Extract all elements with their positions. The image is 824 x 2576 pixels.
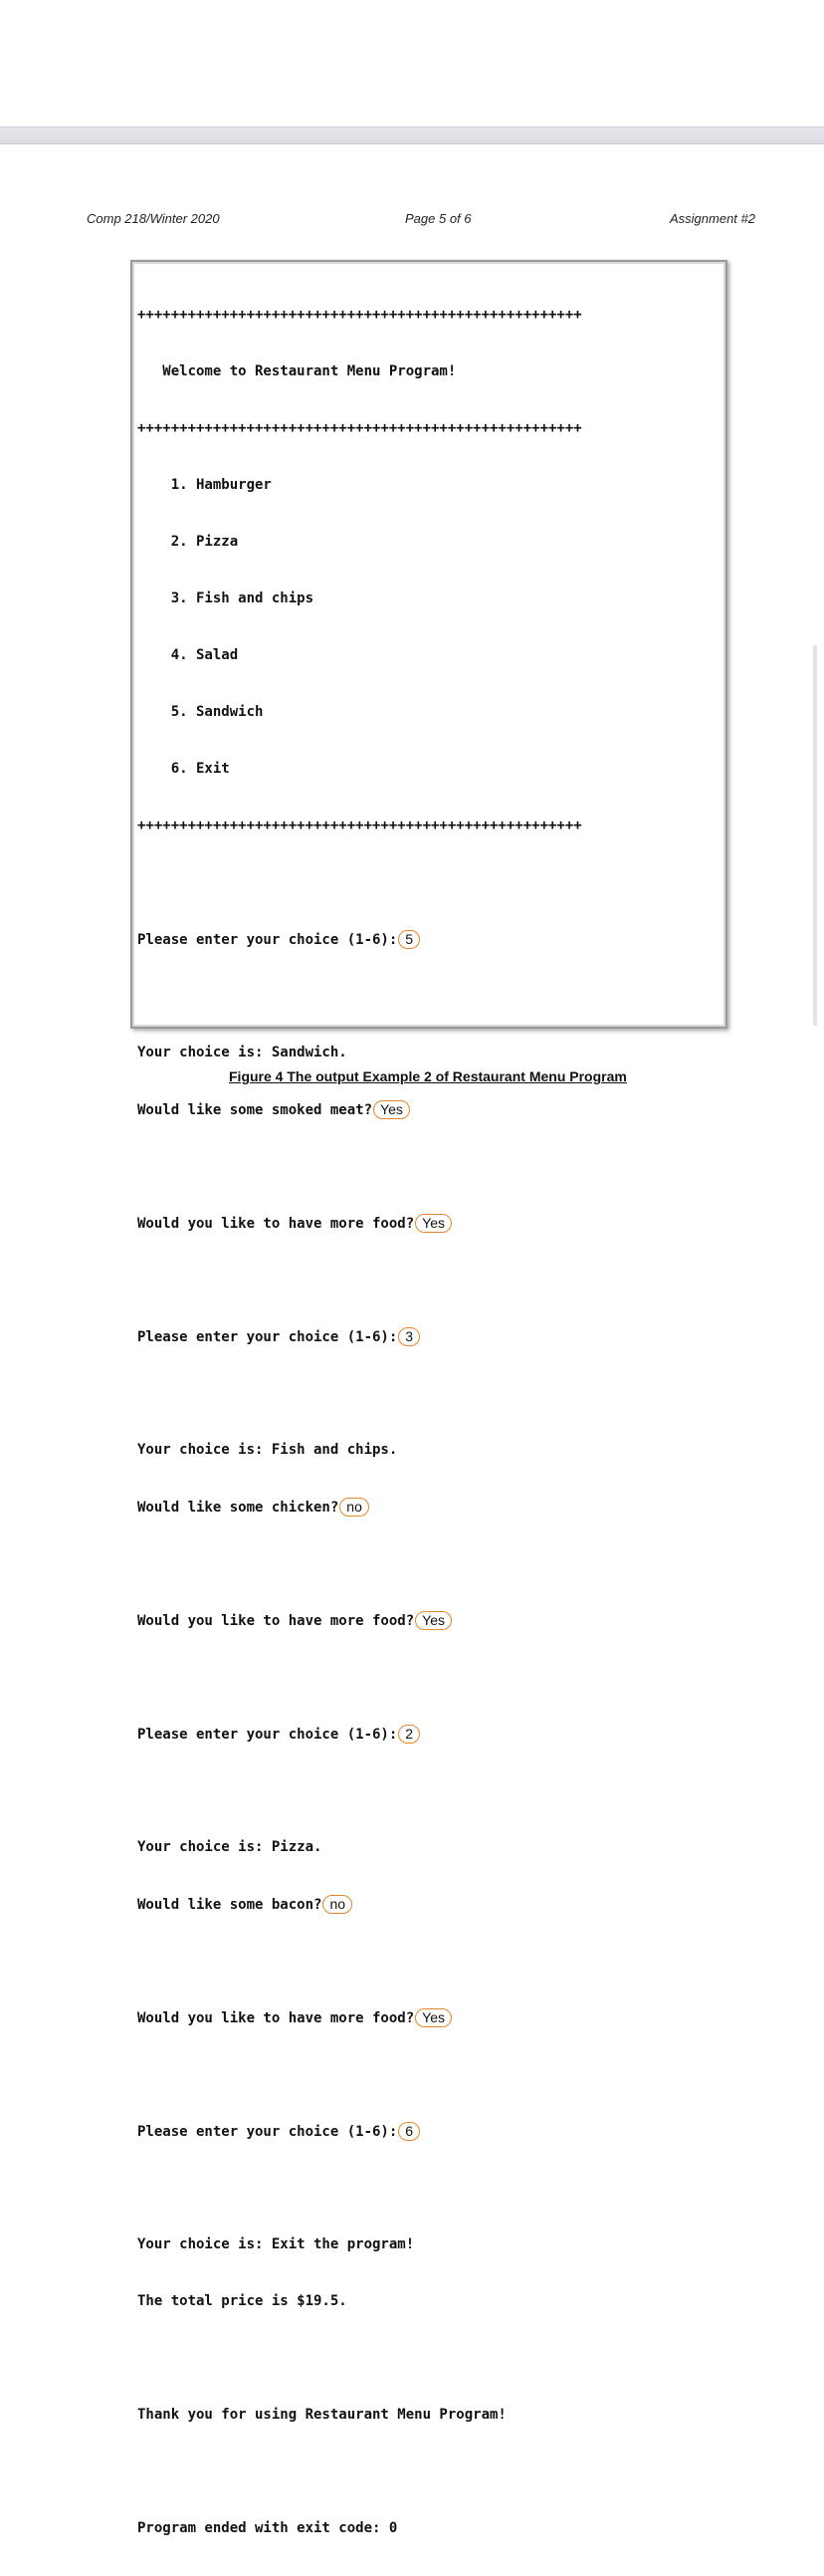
- result-line: Your choice is: Sandwich.: [137, 1045, 347, 1060]
- choice-prompt-line: Please enter your choice (1-6): 5: [137, 930, 582, 949]
- terminal-text: [137, 268, 582, 2576]
- circled-input: 2: [398, 1725, 420, 1744]
- result-line: Your choice is: Exit the program!: [137, 2236, 415, 2252]
- viewer-top-bar: [0, 126, 824, 144]
- question-line: Would like some bacon? no: [137, 1895, 582, 1914]
- exit-code-line: Program ended with exit code: 0: [137, 2520, 398, 2536]
- circled-input: no: [322, 1895, 352, 1914]
- menu-item: 1. Hamburger: [137, 477, 272, 493]
- scrollbar[interactable]: [813, 645, 817, 1026]
- more-food-line: Would you like to have more food? Yes: [137, 1611, 582, 1630]
- separator-line: +++++++++++++++++++++++++++++++++++++++++++++++++++++: [137, 420, 582, 436]
- menu-item: 6. Exit: [137, 761, 230, 777]
- menu-item: 4. Salad: [137, 647, 239, 663]
- question-line: Would like some chicken? no: [137, 1498, 582, 1517]
- total-price-line: The total price is $19.5.: [137, 2293, 347, 2309]
- menu-item: 2. Pizza: [137, 534, 239, 550]
- welcome-line: Welcome to Restaurant Menu Program!: [137, 363, 457, 379]
- circled-input: no: [339, 1498, 369, 1517]
- separator-line: +++++++++++++++++++++++++++++++++++++++++++++++++++++: [137, 307, 582, 323]
- figure-caption: Figure 4 The output Example 2 of Restaurant Menu Program: [229, 1068, 627, 1084]
- circled-input: Yes: [415, 2008, 452, 2027]
- header-course: Comp 218/Winter 2020: [87, 211, 220, 226]
- more-food-line: Would you like to have more food? Yes: [137, 1214, 582, 1233]
- header-page: Page 5 of 6: [405, 211, 472, 226]
- more-food-line: Would you like to have more food? Yes: [137, 2008, 582, 2027]
- thanks-line: Thank you for using Restaurant Menu Program!: [137, 2407, 507, 2423]
- result-line: Your choice is: Fish and chips.: [137, 1442, 398, 1458]
- choice-prompt-line: Please enter your choice (1-6): 3: [137, 1327, 582, 1346]
- circled-input: 3: [398, 1327, 420, 1346]
- choice-prompt-line: Please enter your choice (1-6): 2: [137, 1725, 582, 1744]
- circled-input: Yes: [373, 1100, 410, 1119]
- circled-input: 5: [398, 930, 420, 949]
- menu-item: 3. Fish and chips: [137, 590, 314, 606]
- circled-input: Yes: [415, 1611, 452, 1630]
- circled-input: 6: [398, 2122, 420, 2141]
- choice-prompt-line: Please enter your choice (1-6): 6: [137, 2122, 582, 2141]
- separator-line: +++++++++++++++++++++++++++++++++++++++++++++++++++++: [137, 818, 582, 833]
- menu-item: 5. Sandwich: [137, 704, 264, 720]
- result-line: Your choice is: Pizza.: [137, 1839, 322, 1855]
- question-line: Would like some smoked meat? Yes: [137, 1100, 582, 1119]
- circled-input: Yes: [415, 1214, 452, 1233]
- header-assignment: Assignment #2: [670, 211, 755, 226]
